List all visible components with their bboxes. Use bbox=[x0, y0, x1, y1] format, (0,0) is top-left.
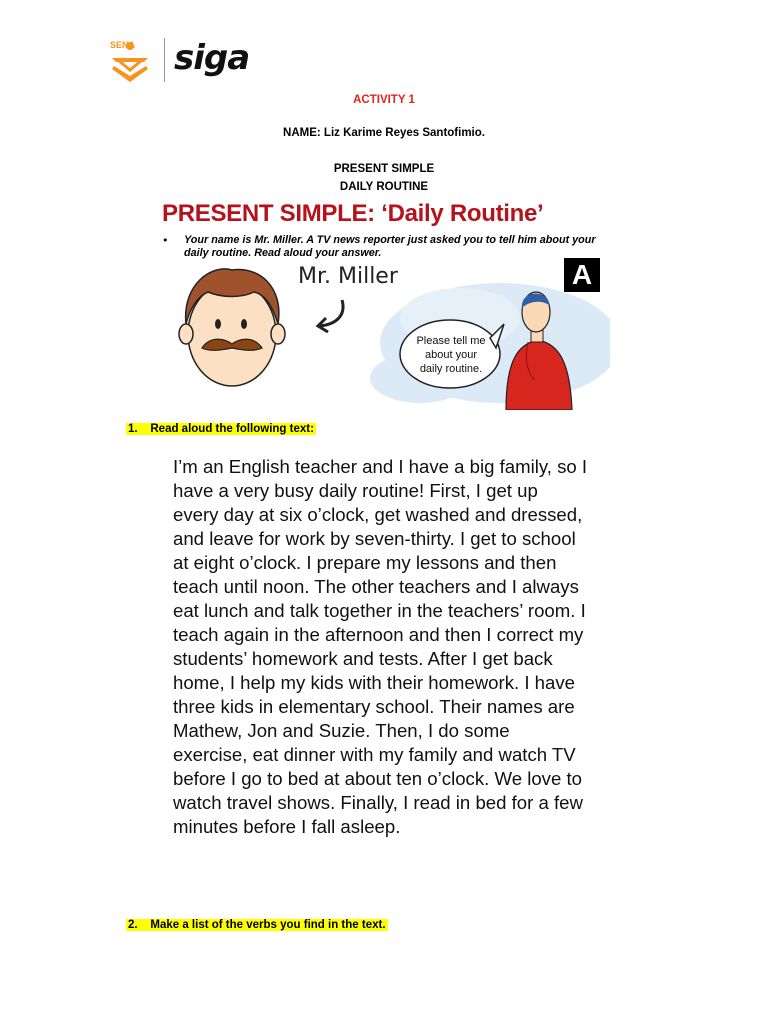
reading-passage bbox=[173, 455, 643, 839]
arrow-icon bbox=[312, 296, 352, 336]
reading-line: three kids in elementary school. Their names are bbox=[173, 696, 575, 717]
reading-line: teach again in the afternoon and then I correct my bbox=[173, 624, 584, 645]
letter-badge bbox=[564, 258, 600, 292]
subtitle-daily-routine: DAILY ROUTINE bbox=[339, 181, 429, 193]
header-logos bbox=[100, 34, 260, 86]
logo-divider bbox=[164, 38, 165, 82]
bullet-line-1: Your name is Mr. Miller. A TV news reporter just asked you to tell him about your bbox=[184, 234, 596, 246]
bullet-dot-icon: • bbox=[162, 234, 169, 247]
speech-line-3: daily routine. bbox=[419, 363, 483, 375]
reporter-icon bbox=[498, 280, 578, 410]
bullet-line-2: daily routine. Read aloud your answer. bbox=[184, 247, 382, 259]
instruction-2-text: 2. Make a list of the verbs you find in the text. bbox=[128, 919, 386, 931]
reading-line: at eight o’clock. I prepare my lessons and then bbox=[173, 552, 557, 573]
character-label: Mr. Miller bbox=[298, 264, 398, 289]
instruction-1-text: 1. Read aloud the following text: bbox=[128, 423, 314, 435]
reading-line: students’ homework and tests. After I get back bbox=[173, 648, 553, 669]
instruction-2 bbox=[126, 913, 388, 932]
reading-line: watch travel shows. Finally, I read in bed for a few bbox=[173, 792, 583, 813]
reading-line: Mathew, Jon and Suzie. Then, I do some bbox=[173, 720, 510, 741]
reading-line: exercise, eat dinner with my family and watch TV bbox=[173, 744, 576, 765]
worksheet-image bbox=[160, 198, 610, 408]
speech-text bbox=[408, 334, 494, 376]
reading-line: home, I help my kids with their homework. I have bbox=[173, 672, 575, 693]
reading-line: teach until noon. The other teachers and I always bbox=[173, 576, 579, 597]
reading-line: eat lunch and talk together in the teachers’ room. I bbox=[173, 600, 586, 621]
badge-letter: A bbox=[571, 259, 593, 290]
instruction-1 bbox=[126, 417, 316, 436]
student-name: NAME: Liz Karime Reyes Santofimio. bbox=[283, 127, 485, 139]
subtitle-present-simple: PRESENT SIMPLE bbox=[333, 163, 435, 175]
reading-line: minutes before I fall asleep. bbox=[173, 816, 401, 837]
reading-line: have a very busy daily routine! First, I get up bbox=[173, 480, 538, 501]
speech-line-2: about your bbox=[425, 349, 477, 361]
reading-line: I’m an English teacher and I have a big family, so I bbox=[173, 456, 588, 477]
reading-line: before I go to bed at about ten o’clock. We love to bbox=[173, 768, 582, 789]
reading-line: every day at six o’clock, get washed and dressed, bbox=[173, 504, 583, 525]
reading-line: and leave for work by seven-thirty. I get to school bbox=[173, 528, 576, 549]
worksheet-title: PRESENT SIMPLE: ‘Daily Routine’ bbox=[162, 200, 544, 227]
mr-miller-face-icon bbox=[172, 264, 292, 394]
speech-line-1: Please tell me bbox=[416, 335, 486, 347]
siga-logo-text: siga bbox=[174, 38, 250, 78]
activity-title: ACTIVITY 1 bbox=[353, 94, 415, 106]
sena-logo-text: SENA bbox=[110, 40, 136, 50]
